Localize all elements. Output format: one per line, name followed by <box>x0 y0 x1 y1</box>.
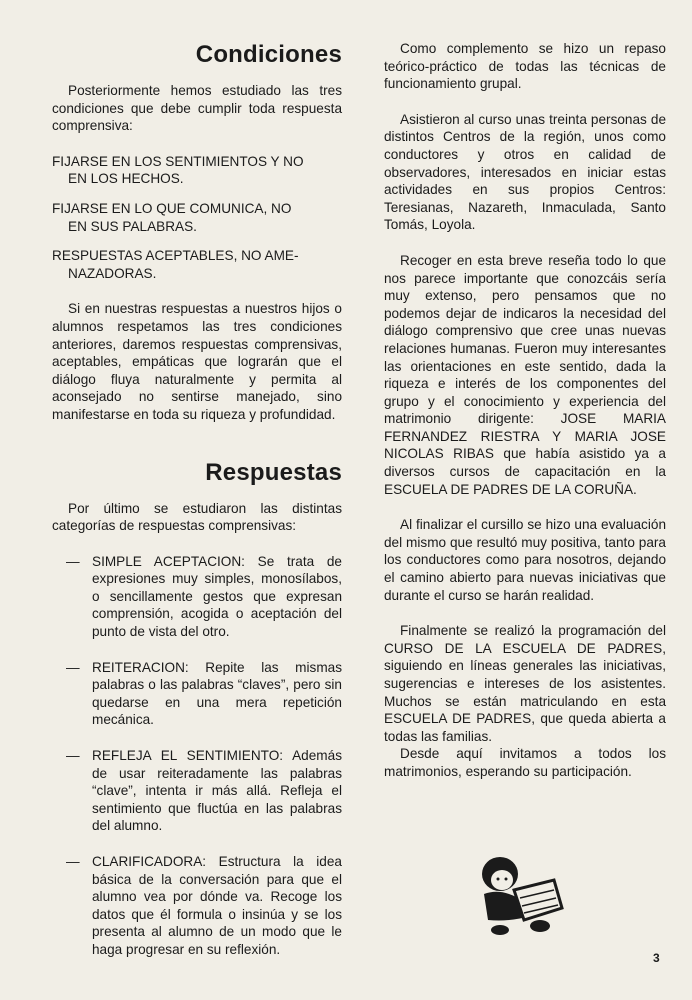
paragraph-programacion: Finalmente se realizó la programación del CURSO DE LA ESCUELA DE PADRES, siguiendo en líneas generales las iniciativas, sugerencias e intereses de los asistentes. Muchos se están matriculando en esta ESCUELA DE PADRES, que queda abierta a todas las familias. <box>384 623 666 744</box>
response-clarificadora: — CLARIFICADORA: Estructura la idea básica de la conversación para que el alumno vea por dónde va. Recoge los datos que él formula o insinúa y se los presenta al alumno de un modo que le haga progresar en su reflexión. <box>66 854 342 957</box>
dash-bullet: — <box>66 553 80 569</box>
condition-2: FIJARSE EN LO QUE COMUNICA, NO EN SUS PALABRAS. <box>52 200 292 234</box>
responses-intro: Por último se estudiaron las distintas categorías de respuestas comprensivas: <box>52 500 342 534</box>
paragraph-evaluacion: Al finalizar el cursillo se hizo una evaluación del mismo que resultó muy positiva, tanto para los conductores como para nosotros, dejando el camino abierto para nuevas iniciativas que durante el curso se harán realidad. <box>384 517 666 603</box>
condition-1: FIJARSE EN LOS SENTIMIENTOS Y NO EN LOS HECHOS. <box>52 153 304 187</box>
paragraph-invitacion: Desde aquí invitamos a todos los matrimonios, esperando su participación. <box>384 746 666 779</box>
response-simple-aceptacion: — SIMPLE ACEPTACION: Se trata de expresiones muy simples, monosílabos, o sencillamente gestos que expresan comprensión, acogida o aceptación del punto de vista del otro. <box>66 553 342 640</box>
dash-bullet: — <box>66 854 80 869</box>
heading-condiciones: Condiciones <box>195 41 342 68</box>
conditions-intro: Posteriormente hemos estudiado las tres condiciones que debe cumplir toda respuesta comprensiva: <box>52 83 342 134</box>
response-refleja-sentimiento: — REFLEJA EL SENTIMIENTO: Además de usar reiteradamente las palabras “clave”, intenta ir más allá. Refleja el sentimiento que fluctúa en las palabras del alumno. <box>66 748 342 834</box>
paragraph-asistentes: Asistieron al curso unas treinta personas de distintos Centros de la región, unos como conductores y otros en calidad de observadores, interesados en iniciar estas actividades en sus propios Centros: Teresianas, Nazareth, Inmaculada, Santo Tomás, Loyola. <box>384 111 666 233</box>
dash-bullet: — <box>66 659 80 675</box>
heading-respuestas: Respuestas <box>205 458 342 486</box>
response-reiteracion: — REITERACION: Repite las mismas palabras o las palabras “claves”, pero sin quedarse en una mera repetición mecánica. <box>66 659 342 728</box>
paragraph-repaso: Como complemento se hizo un repaso teórico-práctico de todas las técnicas de funcionamiento grupal. <box>384 41 666 92</box>
conditions-summary: Si en nuestras respuestas a nuestros hijos o alumnos respetamos las tres condiciones anteriores, daremos respuestas comprensivas, aceptables, empáticas que lograrán que el diálogo fluya naturalmente y permita al aconsejado no sentirse manejado, sino manifestarse en toda su riqueza y profundidad. <box>52 301 342 422</box>
left-column <box>52 40 342 959</box>
page-number: 3 <box>653 951 660 965</box>
right-column <box>384 40 666 781</box>
paragraph-resena: Recoger en esta breve reseña todo lo que nos parece importante que conozcáis sería muy extenso, pero pensamos que no podemos dejar de indicaros la necesidad del diálogo comprensivo que cree unas nuevas relaciones humanas. Fueron muy interesantes las orientaciones en este sentido, dada la riqueza e interés de los componentes del grupo y el conocimiento y experiencia del matrimonio dirigente: JOSE MARIA FERNANDEZ RIESTRA Y MARIA JOSE NICOLAS RIBAS que había asistido ya a diversos cursos de capacitación en la ESCUELA DE PADRES DE LA CORUÑA. <box>384 252 666 497</box>
condition-3: RESPUESTAS ACEPTABLES, NO AME- NAZADORAS. <box>52 248 299 281</box>
child-reading-illustration <box>470 850 580 940</box>
dash-bullet: — <box>66 748 80 764</box>
